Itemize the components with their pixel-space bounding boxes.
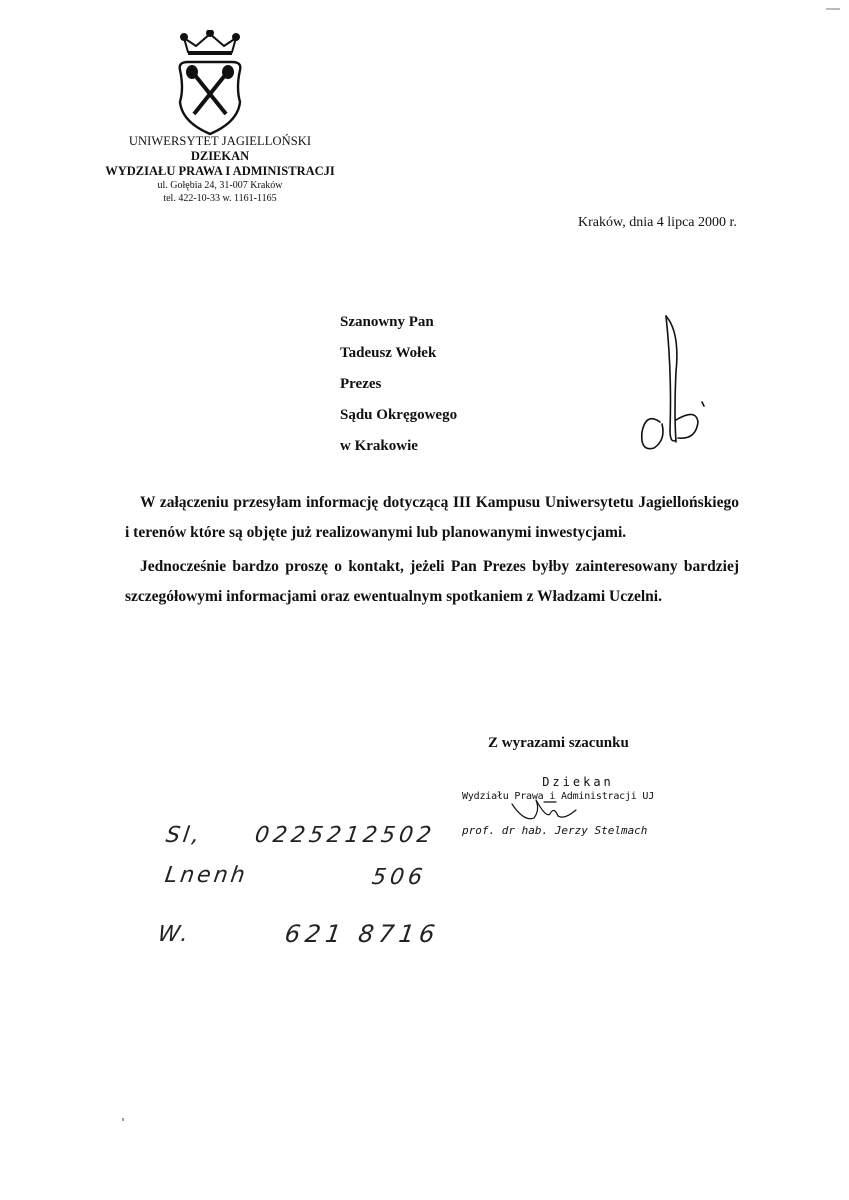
letterhead	[60, 134, 380, 205]
body-paragraph-2: Jednocześnie bardzo proszę o kontakt, jeżeli Pan Prezes byłby zainteresowany bardziej szczegółowymi informacjami oraz ewentualnym spotkaniem z Władzami Uczelni.	[125, 558, 739, 605]
body-paragraph-1: W załączeniu przesyłam informację dotyczącą III Kampusu Uniwersytetu Jagiellońskiego i terenów które są objęte już realizowanymi lub planowanymi inwestycjami.	[125, 494, 739, 541]
recipient-salutation: Szanowny Pan	[340, 314, 434, 330]
faculty-name: WYDZIAŁU PRAWA I ADMINISTRACJI	[105, 164, 335, 178]
handwritten-paraph	[640, 312, 720, 460]
recipient-institution: Sądu Okręgowego	[340, 407, 458, 423]
university-name: UNIWERSYTET JAGIELLOŃSKI	[128, 134, 312, 148]
phone: tel. 422-10-33 w. 1161-1165	[163, 193, 277, 204]
recipient-position: Prezes	[340, 376, 382, 392]
letter-body	[125, 488, 739, 612]
handwritten-label-3: W.	[156, 922, 193, 947]
scan-mark-bottom	[122, 1118, 124, 1121]
handwritten-label-2: Lnenh	[163, 863, 250, 888]
handwritten-value-2: 506	[370, 865, 428, 890]
letter-date: Kraków, dnia 4 lipca 2000 r.	[578, 215, 737, 230]
scan-mark-top	[826, 8, 840, 10]
stamp-faculty: Wydziału Prawa i Administracji UJ	[462, 791, 655, 802]
signature-scribble	[510, 796, 580, 828]
handwritten-value-1: 0225212502	[253, 823, 437, 848]
closing-phrase: Z wyrazami szacunku	[488, 735, 629, 751]
recipient-city: w Krakowie	[340, 438, 418, 454]
address: ul. Gołębia 24, 31-007 Kraków	[157, 180, 283, 191]
university-crest-icon	[170, 30, 250, 138]
recipient-name: Tadeusz Wołek	[340, 345, 437, 361]
recipient-block	[340, 312, 457, 467]
handwritten-label-1: Sl,	[164, 823, 204, 848]
handwritten-value-3: 621 8716	[283, 920, 442, 948]
dean-title: DZIEKAN	[190, 149, 250, 163]
stamp-name: prof. dr hab. Jerzy Stelmach	[462, 824, 648, 837]
stamp-title: Dziekan	[542, 775, 614, 789]
